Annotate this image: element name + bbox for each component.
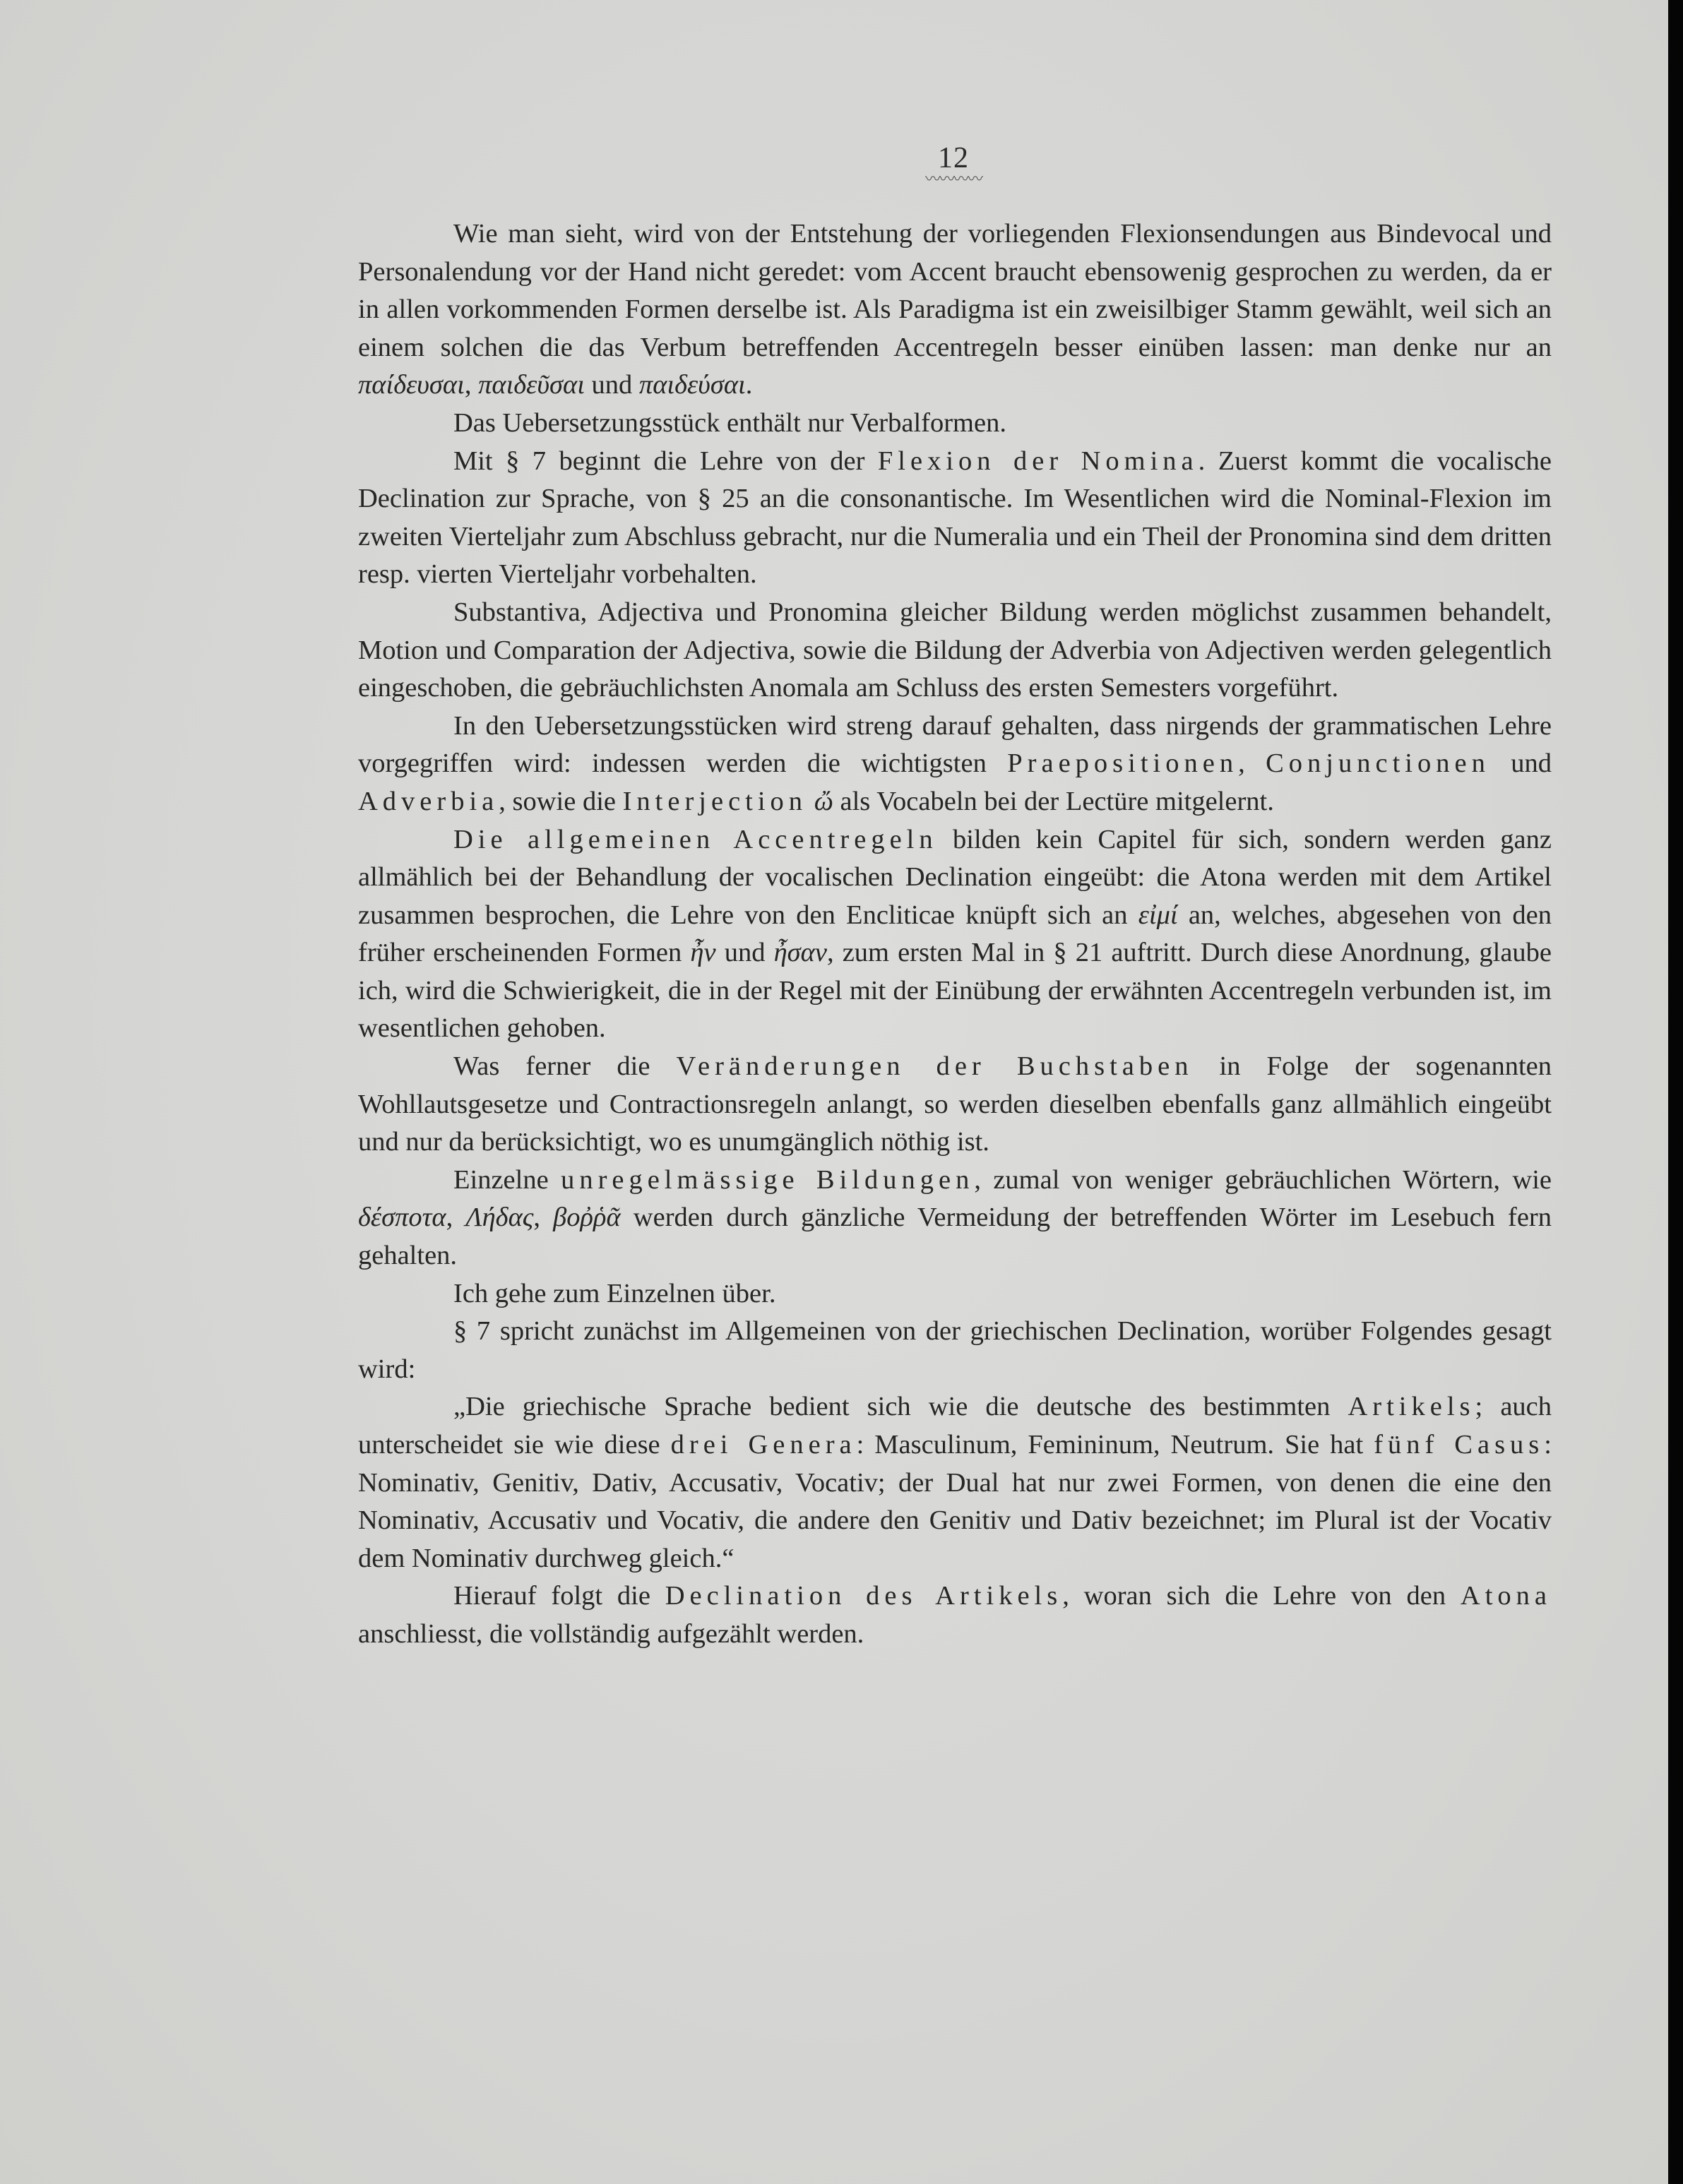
greek-word: παιδεῦσαι [478,370,585,400]
text-run: „Die griechische Sprache bedient sich wie die deutsche des bestimmten [453,1392,1348,1422]
text-run: Ich gehe zum Einzelnen über. [453,1278,776,1308]
text-run: , woran sich die Lehre von den [1062,1581,1461,1611]
text-run: Einzelne [453,1164,561,1195]
spaced-emphasis: Die allgemeinen Accentregeln [453,824,938,854]
paragraph-p8 [358,1162,1552,1275]
greek-word: ἦσαν [773,938,827,968]
text-run: Substantiva, Adjectiva und Pronomina gleicher Bildung werden möglichst zusammen behandelt, Motion und Comparation der Adjectiva, sowie die Bildung der Adverbia von Adjectiven werden gelegentlich eingeschoben, die gebräuchlichsten Anomala am Schluss des ersten Semesters vorgeführt. [358,597,1552,703]
spaced-emphasis: Adverbia [358,786,499,816]
text-run: und [715,938,774,968]
paragraph-p11 [358,1388,1552,1577]
text-run: , [464,370,479,400]
text-run: § 7 spricht zunächst im Allgemeinen von der griechischen Declination, worüber Folgendes gesagt wird: [358,1316,1552,1384]
paragraph-p1 [358,215,1552,405]
text-run: Das Uebersetzungsstück enthält nur Verbalformen. [453,407,1006,438]
text-run: bilden kein Capitel für sich, sondern werden ganz allmählich bei der Behandlung der vocalischen Declination eingeübt: die Atona werden mit dem Artikel zusammen besprochen, die Lehre von den Encliticae knüpft sich an [358,824,1552,930]
spaced-emphasis: Flexion der Nomina [877,446,1199,476]
text-run: , sowie die [499,786,623,816]
greek-word: παίδευσαι [358,370,465,400]
text-run: Wie man sieht, wird von der Entstehung der vorliegenden Flexionsendungen aus Bindevocal und Personalendung vor der Hand nicht geredet: vom Accent braucht ebensowenig gesprochen zu werden, da er in allen vorkommenden Formen derselbe ist. Als Paradigma ist ein zweisilbiger Stamm gewählt, weil sich an einem solchen die das Verbum betreffenden Accentregeln besser einüben lassen: man denke nur an [358,219,1552,362]
paragraph-p7 [358,1048,1552,1162]
spaced-emphasis: Atona [1460,1581,1552,1611]
paragraph-p6 [358,821,1552,1049]
text-run: . Zuerst kommt die vocalische Declination zur Sprache, von § 25 an die consonantische. Im Wesentlichen wird die Nominal-Flexion im zweiten Vierteljahr zum Abschluss gebracht, nur die Numeralia und ein Theil der Pronomina sind dem dritten resp. vierten Vierteljahr vorbehalten. [358,446,1552,590]
spaced-emphasis: Praepositionen [1007,748,1239,779]
greek-word: Λήδας [465,1203,534,1233]
body-text [358,215,1552,1654]
paragraph-p4 [358,594,1552,708]
text-run: Hierauf folgt die [453,1581,665,1611]
text-run: Was ferner die [453,1051,677,1082]
text-run: an, welches, abgesehen von den früher erscheinenden Formen [358,900,1552,968]
spaced-emphasis: fünf Casus [1374,1430,1545,1460]
page-number [897,141,1010,188]
paragraph-p9 [358,1275,1552,1313]
greek-word: δέσποτα [358,1203,446,1233]
text-run: ; auch unterscheidet sie wie diese [358,1392,1552,1460]
text-run: werden durch gänzliche Vermeidung der betreffenden Wörter im Lesebuch fern gehalten. [358,1203,1552,1271]
greek-word: εἰμί [1138,900,1178,930]
text-run: und [1489,748,1552,779]
spaced-emphasis: drei Genera [670,1430,857,1460]
paragraph-p3 [358,443,1552,594]
text-run: , zumal von weniger gebräuchlichen Wörtern, wie [974,1164,1552,1195]
greek-word: ἦν [690,938,716,968]
greek-word: παιδεύσαι [638,370,746,400]
spaced-emphasis: Declination des Artikels [665,1581,1063,1611]
text-run: anschliesst, die vollständig aufgezählt werden. [358,1618,864,1649]
paragraph-p10 [358,1313,1552,1388]
text-run: , [1238,748,1266,779]
spaced-emphasis: Interjection [622,786,808,816]
text-run: , [446,1203,466,1233]
spaced-emphasis: Artikels [1348,1392,1475,1422]
text-run: : Nominativ, Genitiv, Dativ, Accusativ, Vocativ; der Dual hat nur zwei Formen, von denen die eine den Nominativ, Accusativ und Vocativ, die andere den Genitiv und Dativ bezeichnet; im Plural ist der Vocativ dem Nominativ durchweg gleich.“ [358,1430,1552,1573]
page-number-ornament: 〰〰〰〰 [924,170,982,188]
text-run [807,787,814,816]
greek-word: ὤ [814,786,833,816]
text-run: , zum ersten Mal in § 21 auftritt. Durch diese Anordnung, glaube ich, wird die Schwierigkeit, die in der Regel mit der Einübung der erwähnten Accentregeln verbunden ist, im wesentlichen gehoben. [358,938,1552,1044]
text-run: und [584,370,639,400]
text-run: , [533,1203,554,1233]
text-run: In den Uebersetzungsstücken wird streng darauf gehalten, dass nirgends der grammatischen Lehre vorgegriffen wird: indessen werden die wichtigsten [358,710,1552,779]
spaced-emphasis: Conjunctionen [1266,748,1490,779]
text-run: . [745,370,753,400]
spaced-emphasis: unregelmässige Bildungen [561,1164,975,1195]
paragraph-p12 [358,1577,1552,1653]
text-run: in Folge der sogenannten Wohllautsgesetze und Contractionsregeln anlangt, so werden dieselben ebenfalls ganz allmählich eingeübt und nur da berücksichtigt, wo es unumgänglich nöthig ist. [358,1051,1552,1157]
text-run: : Masculinum, Femininum, Neutrum. Sie hat [856,1430,1374,1460]
paragraph-p2 [358,405,1552,443]
text-run: als Vocabeln bei der Lectüre mitgelernt. [833,786,1274,816]
scan-edge [1668,0,1683,2184]
page-number-text: 12 [938,142,969,174]
spaced-emphasis: Veränderungen der Buchstaben [676,1051,1194,1082]
greek-word: βοῤῥᾶ [553,1203,621,1233]
text-run: Mit § 7 beginnt die Lehre von der [453,446,878,476]
paragraph-p5 [358,708,1552,821]
